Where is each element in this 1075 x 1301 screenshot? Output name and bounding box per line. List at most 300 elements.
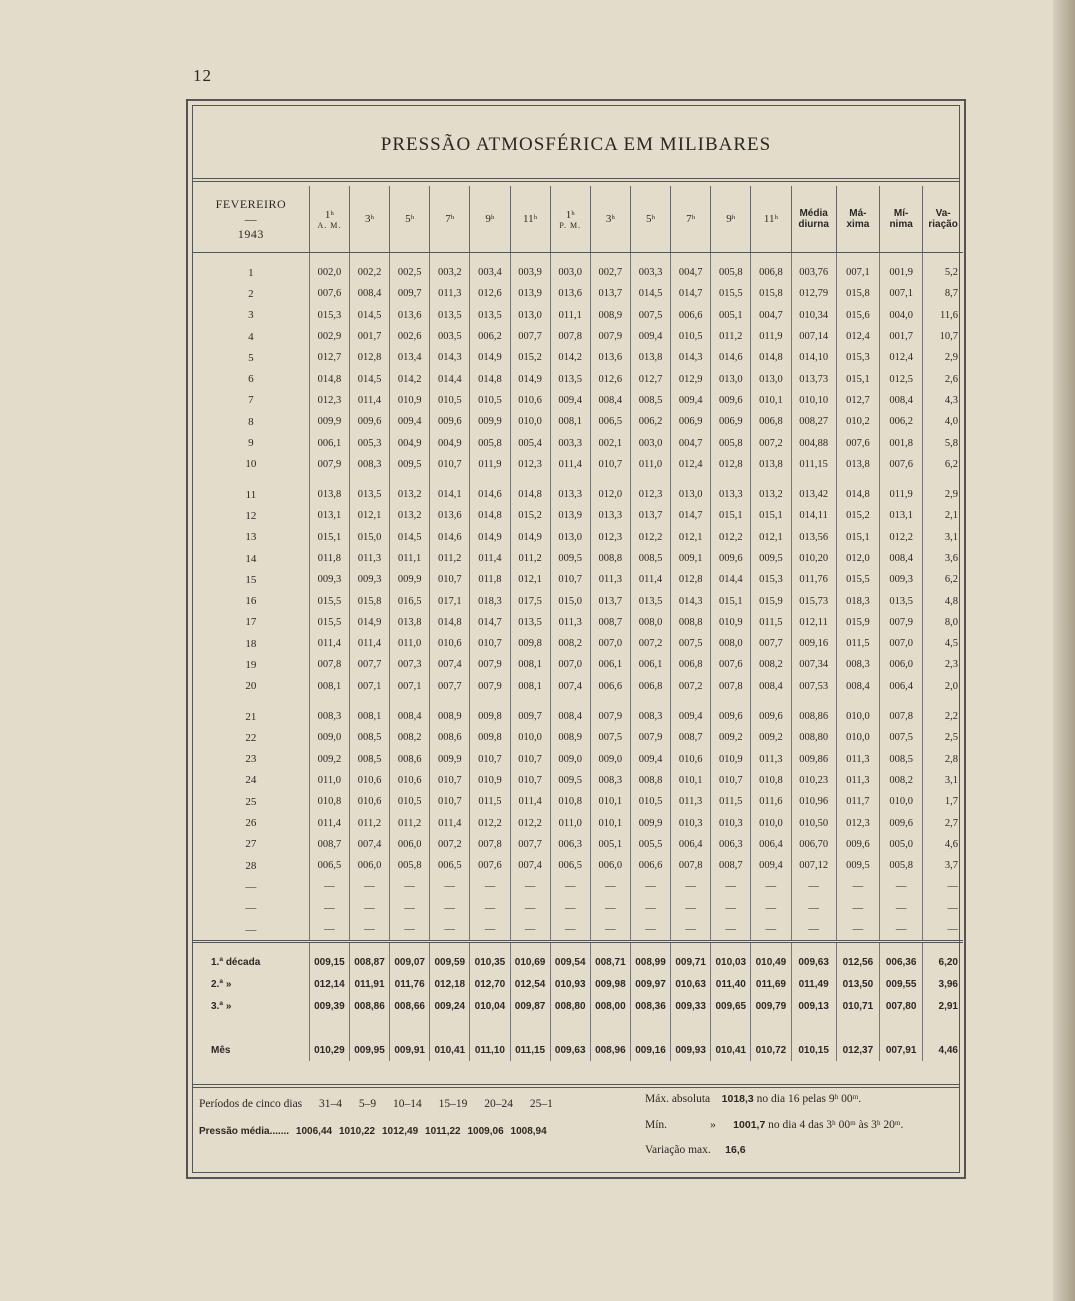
- divider-cell: [470, 942, 510, 952]
- pressure-cell: 013,1: [309, 505, 349, 526]
- divider-cell: [630, 942, 670, 952]
- pressure-cell: 006,9: [711, 411, 751, 432]
- day-number: —: [245, 880, 257, 893]
- pressure-cell: 011,2: [349, 812, 389, 833]
- spacer-cell: [923, 475, 963, 484]
- pressure-cell: 010,7: [510, 749, 550, 770]
- pressure-cell: 012,3: [836, 812, 879, 833]
- pressure-cell: 011,4: [309, 633, 349, 654]
- divider-cell: [309, 942, 349, 952]
- pressure-cell: 013,73: [791, 368, 836, 389]
- header-hour-label: 5ʰ: [645, 213, 656, 225]
- pressure-cell: 010,2: [836, 411, 879, 432]
- pressure-cell: 012,8: [671, 569, 711, 590]
- pressure-cell: 014,8: [470, 505, 510, 526]
- spacer-cell: [880, 253, 923, 263]
- pressure-cell: 010,8: [550, 791, 590, 812]
- day-number: 10: [245, 458, 257, 471]
- pressure-cell: 008,3: [836, 654, 879, 675]
- pressure-cell: 006,2: [630, 411, 670, 432]
- pressure-cell: 010,0: [836, 727, 879, 748]
- pressure-cell: 014,11: [791, 505, 836, 526]
- summary-label: 3.ª »: [211, 1000, 232, 1012]
- spacer-cell: [510, 475, 550, 484]
- spacer-cell: [836, 1017, 879, 1039]
- summary-cell: 010,41: [711, 1039, 751, 1061]
- absolute-max-label: Máx. absoluta: [645, 1093, 711, 1105]
- header-maxima-line1: Má-: [849, 208, 867, 219]
- pressure-cell: 013,6: [390, 305, 430, 326]
- day-number: 8: [248, 415, 254, 428]
- spacer-cell: [836, 475, 879, 484]
- pressure-cell: 009,4: [630, 326, 670, 347]
- pressure-cell: 007,14: [791, 326, 836, 347]
- header-hour-label: 7ʰ: [445, 213, 455, 225]
- pressure-cell: 006,1: [630, 654, 670, 675]
- pressure-cell: 009,9: [430, 749, 470, 770]
- pressure-cell: 006,6: [671, 305, 711, 326]
- day-row: [193, 919, 963, 942]
- day-number: —: [245, 902, 257, 915]
- pressure-cell: 014,8: [309, 368, 349, 389]
- summary-row: [193, 995, 963, 1017]
- spacer-cell: [390, 1017, 430, 1039]
- spacer-cell: [791, 697, 836, 706]
- pressure-cell: 2,6: [923, 368, 963, 389]
- absolute-min-label: Mín.: [645, 1119, 668, 1131]
- spacer-cell: [880, 1017, 923, 1039]
- spacer-cell: [193, 475, 309, 484]
- header-hour-label: 7ʰ: [686, 213, 696, 225]
- pressure-table: [193, 186, 963, 1061]
- day-number: 11: [245, 488, 257, 501]
- pressure-cell: —: [309, 919, 349, 942]
- pressure-cell: 013,1: [880, 505, 923, 526]
- spacer-cell: [711, 697, 751, 706]
- pressure-cell: 010,5: [430, 390, 470, 411]
- pressure-cell: 012,1: [510, 569, 550, 590]
- pressure-cell: 006,4: [671, 834, 711, 855]
- day-row: [193, 527, 963, 548]
- pressure-cell: 010,1: [590, 791, 630, 812]
- pressure-cell: 014,9: [349, 612, 389, 633]
- pressure-cell: 015,2: [510, 347, 550, 368]
- pressure-cell: 004,9: [430, 432, 470, 453]
- pressure-cell: 008,27: [791, 411, 836, 432]
- pressure-cell: 012,7: [836, 390, 879, 411]
- spacer-row: [193, 1017, 963, 1039]
- pressure-cell: 009,9: [309, 411, 349, 432]
- pressure-cell: —: [309, 898, 349, 919]
- summary-row: [193, 1039, 963, 1061]
- pressure-cell: 010,50: [791, 812, 836, 833]
- mean-6: 1008,94: [510, 1126, 547, 1137]
- pressure-cell: 010,9: [470, 770, 510, 791]
- pressure-cell: 5,8: [923, 432, 963, 453]
- pressure-cell: 008,1: [510, 654, 550, 675]
- pressure-cell: 3,1: [923, 527, 963, 548]
- header-hour: [671, 186, 711, 253]
- pressure-cell: 013,5: [430, 305, 470, 326]
- header-hour-period: A. M.: [317, 220, 342, 230]
- day-number: 28: [245, 859, 257, 872]
- day-row: [193, 390, 963, 411]
- pressure-cell: 011,7: [836, 791, 879, 812]
- pressure-cell: 012,3: [590, 527, 630, 548]
- pressure-cell: 010,6: [671, 749, 711, 770]
- footer-divider: [193, 1084, 959, 1085]
- pressure-cell: 008,2: [390, 727, 430, 748]
- summary-cell: 010,72: [751, 1039, 791, 1061]
- pressure-cell: 011,4: [630, 569, 670, 590]
- pressure-cell: 009,5: [751, 548, 791, 569]
- pressure-cell: 011,4: [470, 548, 510, 569]
- day-row: [193, 654, 963, 675]
- pressure-cell: 012,3: [510, 454, 550, 475]
- pressure-cell: 011,5: [836, 633, 879, 654]
- spacer-cell: [470, 1017, 510, 1039]
- summary-cell: 008,66: [390, 995, 430, 1017]
- day-row: [193, 590, 963, 611]
- header-year: 1943: [237, 226, 264, 241]
- pressure-cell: 013,2: [751, 484, 791, 505]
- pressure-cell: 008,5: [630, 390, 670, 411]
- header-hour: [751, 186, 791, 253]
- max-variation-label: Variação max.: [645, 1144, 711, 1156]
- pressure-cell: 007,12: [791, 855, 836, 876]
- pressure-cell: 009,9: [630, 812, 670, 833]
- pressure-cell: 013,4: [390, 347, 430, 368]
- spacer-cell: [923, 697, 963, 706]
- pressure-cell: 010,7: [590, 454, 630, 475]
- absolute-min-value: 1001,7: [733, 1119, 766, 1131]
- pressure-cell: 010,8: [751, 770, 791, 791]
- summary-cell: 010,63: [671, 973, 711, 995]
- mean-1: 1006,44: [295, 1126, 333, 1137]
- pressure-cell: 010,0: [751, 812, 791, 833]
- pressure-cell: 007,2: [430, 834, 470, 855]
- header-hour-label: 11ʰ: [523, 213, 538, 225]
- pressure-cell: 012,7: [309, 347, 349, 368]
- summary-cell: 011,15: [510, 1039, 550, 1061]
- pressure-cell: 013,8: [309, 484, 349, 505]
- pressure-cell: 013,7: [630, 505, 670, 526]
- pressure-cell: 010,9: [711, 612, 751, 633]
- pressure-cell: 006,2: [880, 411, 923, 432]
- pressure-cell: 010,0: [510, 411, 550, 432]
- divider-cell: [711, 942, 751, 952]
- pressure-cell: —: [470, 876, 510, 897]
- pressure-cell: 012,1: [751, 527, 791, 548]
- pressure-cell: 012,4: [671, 454, 711, 475]
- pressure-cell: 010,7: [470, 749, 510, 770]
- pressure-cell: 008,0: [711, 633, 751, 654]
- spacer-cell: [751, 697, 791, 706]
- pressure-cell: 006,0: [880, 654, 923, 675]
- header-media-diurna: [791, 186, 836, 253]
- summary-cell: 4,46: [923, 1039, 963, 1061]
- pressure-cell: 008,5: [630, 548, 670, 569]
- pressure-cell: 014,8: [470, 368, 510, 389]
- header-dash: —: [244, 211, 258, 226]
- pressure-cell: 011,5: [711, 791, 751, 812]
- summary-cell: 011,69: [751, 973, 791, 995]
- pressure-cell: 012,6: [590, 368, 630, 389]
- pressure-cell: 004,7: [671, 432, 711, 453]
- summary-cell: 007,91: [880, 1039, 923, 1061]
- day-row: [193, 612, 963, 633]
- pressure-cell: —: [671, 876, 711, 897]
- pressure-cell: 015,1: [751, 505, 791, 526]
- pressure-cell: 011,0: [309, 770, 349, 791]
- pressure-cell: 3,7: [923, 855, 963, 876]
- pressure-cell: 007,9: [880, 612, 923, 633]
- header-maxima-line2: xima: [846, 219, 870, 230]
- pressure-cell: 013,3: [590, 505, 630, 526]
- mean-3: 1012,49: [381, 1126, 419, 1137]
- spacer-cell: [751, 253, 791, 263]
- pressure-cell: 014,7: [470, 612, 510, 633]
- pressure-cell: 017,1: [430, 590, 470, 611]
- spacer-row: [193, 475, 963, 484]
- absolute-max-line: [645, 1093, 861, 1105]
- pressure-cell: 010,6: [349, 791, 389, 812]
- pressure-cell: 006,9: [671, 411, 711, 432]
- pressure-cell: 013,5: [880, 590, 923, 611]
- pressure-cell: 002,7: [590, 262, 630, 283]
- mean-2: 1010,22: [338, 1126, 376, 1137]
- pressure-cell: 007,4: [349, 834, 389, 855]
- pressure-cell: 010,6: [510, 390, 550, 411]
- pressure-cell: 012,9: [671, 368, 711, 389]
- divider-cell: [791, 942, 836, 952]
- pressure-cell: 007,5: [590, 727, 630, 748]
- pressure-cell: 012,2: [880, 527, 923, 548]
- pressure-cell: 001,7: [880, 326, 923, 347]
- pressure-cell: 012,2: [510, 812, 550, 833]
- pressure-cell: 012,1: [349, 505, 389, 526]
- pressure-cell: —: [836, 898, 879, 919]
- summary-cell: 009,97: [630, 973, 670, 995]
- summary-cell: 009,65: [711, 995, 751, 1017]
- day-row: [193, 876, 963, 897]
- pressure-cell: 001,7: [349, 326, 389, 347]
- day-number: 26: [245, 817, 257, 830]
- pressure-cell: 015,5: [309, 590, 349, 611]
- divider-cell: [430, 942, 470, 952]
- pressure-cell: 010,0: [880, 791, 923, 812]
- pressure-cell: 008,8: [671, 612, 711, 633]
- pressure-cell: 014,5: [349, 305, 389, 326]
- day-number: 12: [245, 509, 257, 522]
- pressure-cell: 013,56: [791, 527, 836, 548]
- summary-cell: 009,93: [671, 1039, 711, 1061]
- pressure-cell: 012,79: [791, 283, 836, 304]
- pressure-cell: 004,7: [751, 305, 791, 326]
- header-hour: [711, 186, 751, 253]
- pressure-cell: 007,6: [309, 283, 349, 304]
- pressure-cell: 008,5: [880, 749, 923, 770]
- pressure-cell: 015,2: [510, 505, 550, 526]
- summary-cell: 009,13: [791, 995, 836, 1017]
- pressure-cell: 008,1: [550, 411, 590, 432]
- day-row: [193, 368, 963, 389]
- pressure-cell: 015,9: [751, 590, 791, 611]
- summary-cell: 012,54: [510, 973, 550, 995]
- periods-line: [199, 1098, 567, 1110]
- pressure-cell: 007,0: [880, 633, 923, 654]
- pressure-cell: 006,8: [751, 411, 791, 432]
- header-hour-period: P. M.: [559, 220, 582, 230]
- pressure-cell: 009,1: [671, 548, 711, 569]
- summary-cell: 009,16: [630, 1039, 670, 1061]
- spacer-cell: [671, 1017, 711, 1039]
- pressure-cell: 012,4: [880, 347, 923, 368]
- pressure-cell: 009,4: [550, 390, 590, 411]
- summary-cell: 009,39: [309, 995, 349, 1017]
- pressure-cell: 010,7: [430, 791, 470, 812]
- pressure-cell: 014,8: [836, 484, 879, 505]
- pressure-cell: 5,2: [923, 262, 963, 283]
- pressure-cell: 010,7: [470, 633, 510, 654]
- pressure-cell: 013,5: [349, 484, 389, 505]
- spacer-cell: [711, 1017, 751, 1039]
- summary-cell: 008,00: [590, 995, 630, 1017]
- pressure-cell: 005,8: [470, 432, 510, 453]
- pressure-cell: 012,3: [630, 484, 670, 505]
- day-row: [193, 834, 963, 855]
- day-number: 20: [245, 680, 257, 693]
- header-hour: [349, 186, 389, 253]
- summary-cell: 006,36: [880, 951, 923, 973]
- pressure-cell: 007,0: [590, 633, 630, 654]
- pressure-cell: 009,6: [711, 706, 751, 727]
- summary-cell: 010,49: [751, 951, 791, 973]
- pressure-cell: 007,8: [880, 706, 923, 727]
- pressure-cell: 008,8: [590, 548, 630, 569]
- pressure-cell: 008,8: [630, 770, 670, 791]
- day-row: [193, 569, 963, 590]
- pressure-cell: 008,7: [309, 834, 349, 855]
- pressure-cell: —: [630, 919, 670, 942]
- pressure-cell: —: [791, 919, 836, 942]
- pressure-cell: 004,0: [880, 305, 923, 326]
- pressure-cell: 007,2: [751, 432, 791, 453]
- summary-cell: 009,71: [671, 951, 711, 973]
- summary-cell: 010,41: [430, 1039, 470, 1061]
- pressure-cell: 008,2: [880, 770, 923, 791]
- pressure-cell: 014,9: [470, 347, 510, 368]
- pressure-cell: 006,3: [711, 834, 751, 855]
- title-divider: [193, 178, 959, 179]
- pressure-cell: 007,9: [470, 654, 510, 675]
- summary-cell: 011,91: [349, 973, 389, 995]
- header-minima-line2: nima: [889, 219, 913, 230]
- pressure-cell: 011,3: [751, 749, 791, 770]
- spacer-cell: [923, 253, 963, 263]
- pressure-cell: 003,3: [550, 432, 590, 453]
- pressure-cell: 003,76: [791, 262, 836, 283]
- pressure-cell: 010,5: [671, 326, 711, 347]
- pressure-cell: 007,7: [349, 654, 389, 675]
- pressure-cell: 016,5: [390, 590, 430, 611]
- header-media-diurna-line2: diurna: [798, 219, 829, 230]
- pressure-cell: 2,2: [923, 706, 963, 727]
- spacer-cell: [671, 475, 711, 484]
- pressure-cell: —: [470, 898, 510, 919]
- summary-cell: 011,10: [470, 1039, 510, 1061]
- pressure-cell: 007,5: [630, 305, 670, 326]
- pressure-cell: 012,2: [711, 527, 751, 548]
- summary-label: 2.ª »: [211, 978, 232, 990]
- day-row: [193, 305, 963, 326]
- pressure-cell: 011,3: [590, 569, 630, 590]
- pressure-cell: 009,4: [671, 706, 711, 727]
- pressure-cell: —: [390, 898, 430, 919]
- pressure-cell: 011,76: [791, 569, 836, 590]
- pressure-cell: 010,5: [390, 791, 430, 812]
- pressure-cell: 4,8: [923, 590, 963, 611]
- pressure-cell: 009,6: [711, 390, 751, 411]
- pressure-cell: —: [510, 898, 550, 919]
- pressure-cell: 002,9: [309, 326, 349, 347]
- pressure-cell: —: [923, 919, 963, 942]
- pressure-cell: 013,5: [470, 305, 510, 326]
- pressure-cell: —: [430, 898, 470, 919]
- pressure-cell: 011,3: [836, 749, 879, 770]
- divider-cell: [671, 942, 711, 952]
- pressure-cell: —: [390, 876, 430, 897]
- pressure-cell: 010,23: [791, 770, 836, 791]
- pressure-cell: 015,9: [836, 612, 879, 633]
- pressure-cell: 009,0: [309, 727, 349, 748]
- pressure-cell: 007,1: [390, 676, 430, 697]
- pressure-cell: 009,2: [711, 727, 751, 748]
- pressure-cell: 014,1: [430, 484, 470, 505]
- pressure-cell: 006,5: [590, 411, 630, 432]
- title-divider-2: [193, 181, 959, 182]
- spacer-cell: [711, 253, 751, 263]
- pressure-cell: 015,8: [349, 590, 389, 611]
- day-number: 4: [248, 330, 254, 343]
- pressure-cell: 011,8: [309, 548, 349, 569]
- pressure-cell: 011,4: [309, 812, 349, 833]
- period-3: 10–14: [393, 1098, 422, 1110]
- header-hour-label: 3ʰ: [605, 213, 615, 225]
- pressure-cell: 006,5: [309, 855, 349, 876]
- pressure-cell: 014,4: [430, 368, 470, 389]
- spacer-cell: [390, 253, 430, 263]
- pressure-cell: 012,11: [791, 612, 836, 633]
- header-month-label: FEVEREIRO: [215, 196, 287, 211]
- pressure-cell: —: [923, 898, 963, 919]
- pressure-cell: 013,0: [751, 368, 791, 389]
- divider-cell: [390, 942, 430, 952]
- divider-cell: [349, 942, 389, 952]
- summary-cell: 007,80: [880, 995, 923, 1017]
- day-number: 16: [245, 595, 257, 608]
- pressure-cell: 015,6: [836, 305, 879, 326]
- pressure-cell: 4,0: [923, 411, 963, 432]
- pressure-cell: 008,0: [630, 612, 670, 633]
- pressure-cell: 011,4: [510, 791, 550, 812]
- pressure-cell: —: [349, 898, 389, 919]
- pressure-cell: 007,1: [836, 262, 879, 283]
- pressure-cell: 011,9: [751, 326, 791, 347]
- summary-divider: [193, 942, 963, 952]
- pressure-cell: 008,7: [711, 855, 751, 876]
- pressure-cell: 012,5: [880, 368, 923, 389]
